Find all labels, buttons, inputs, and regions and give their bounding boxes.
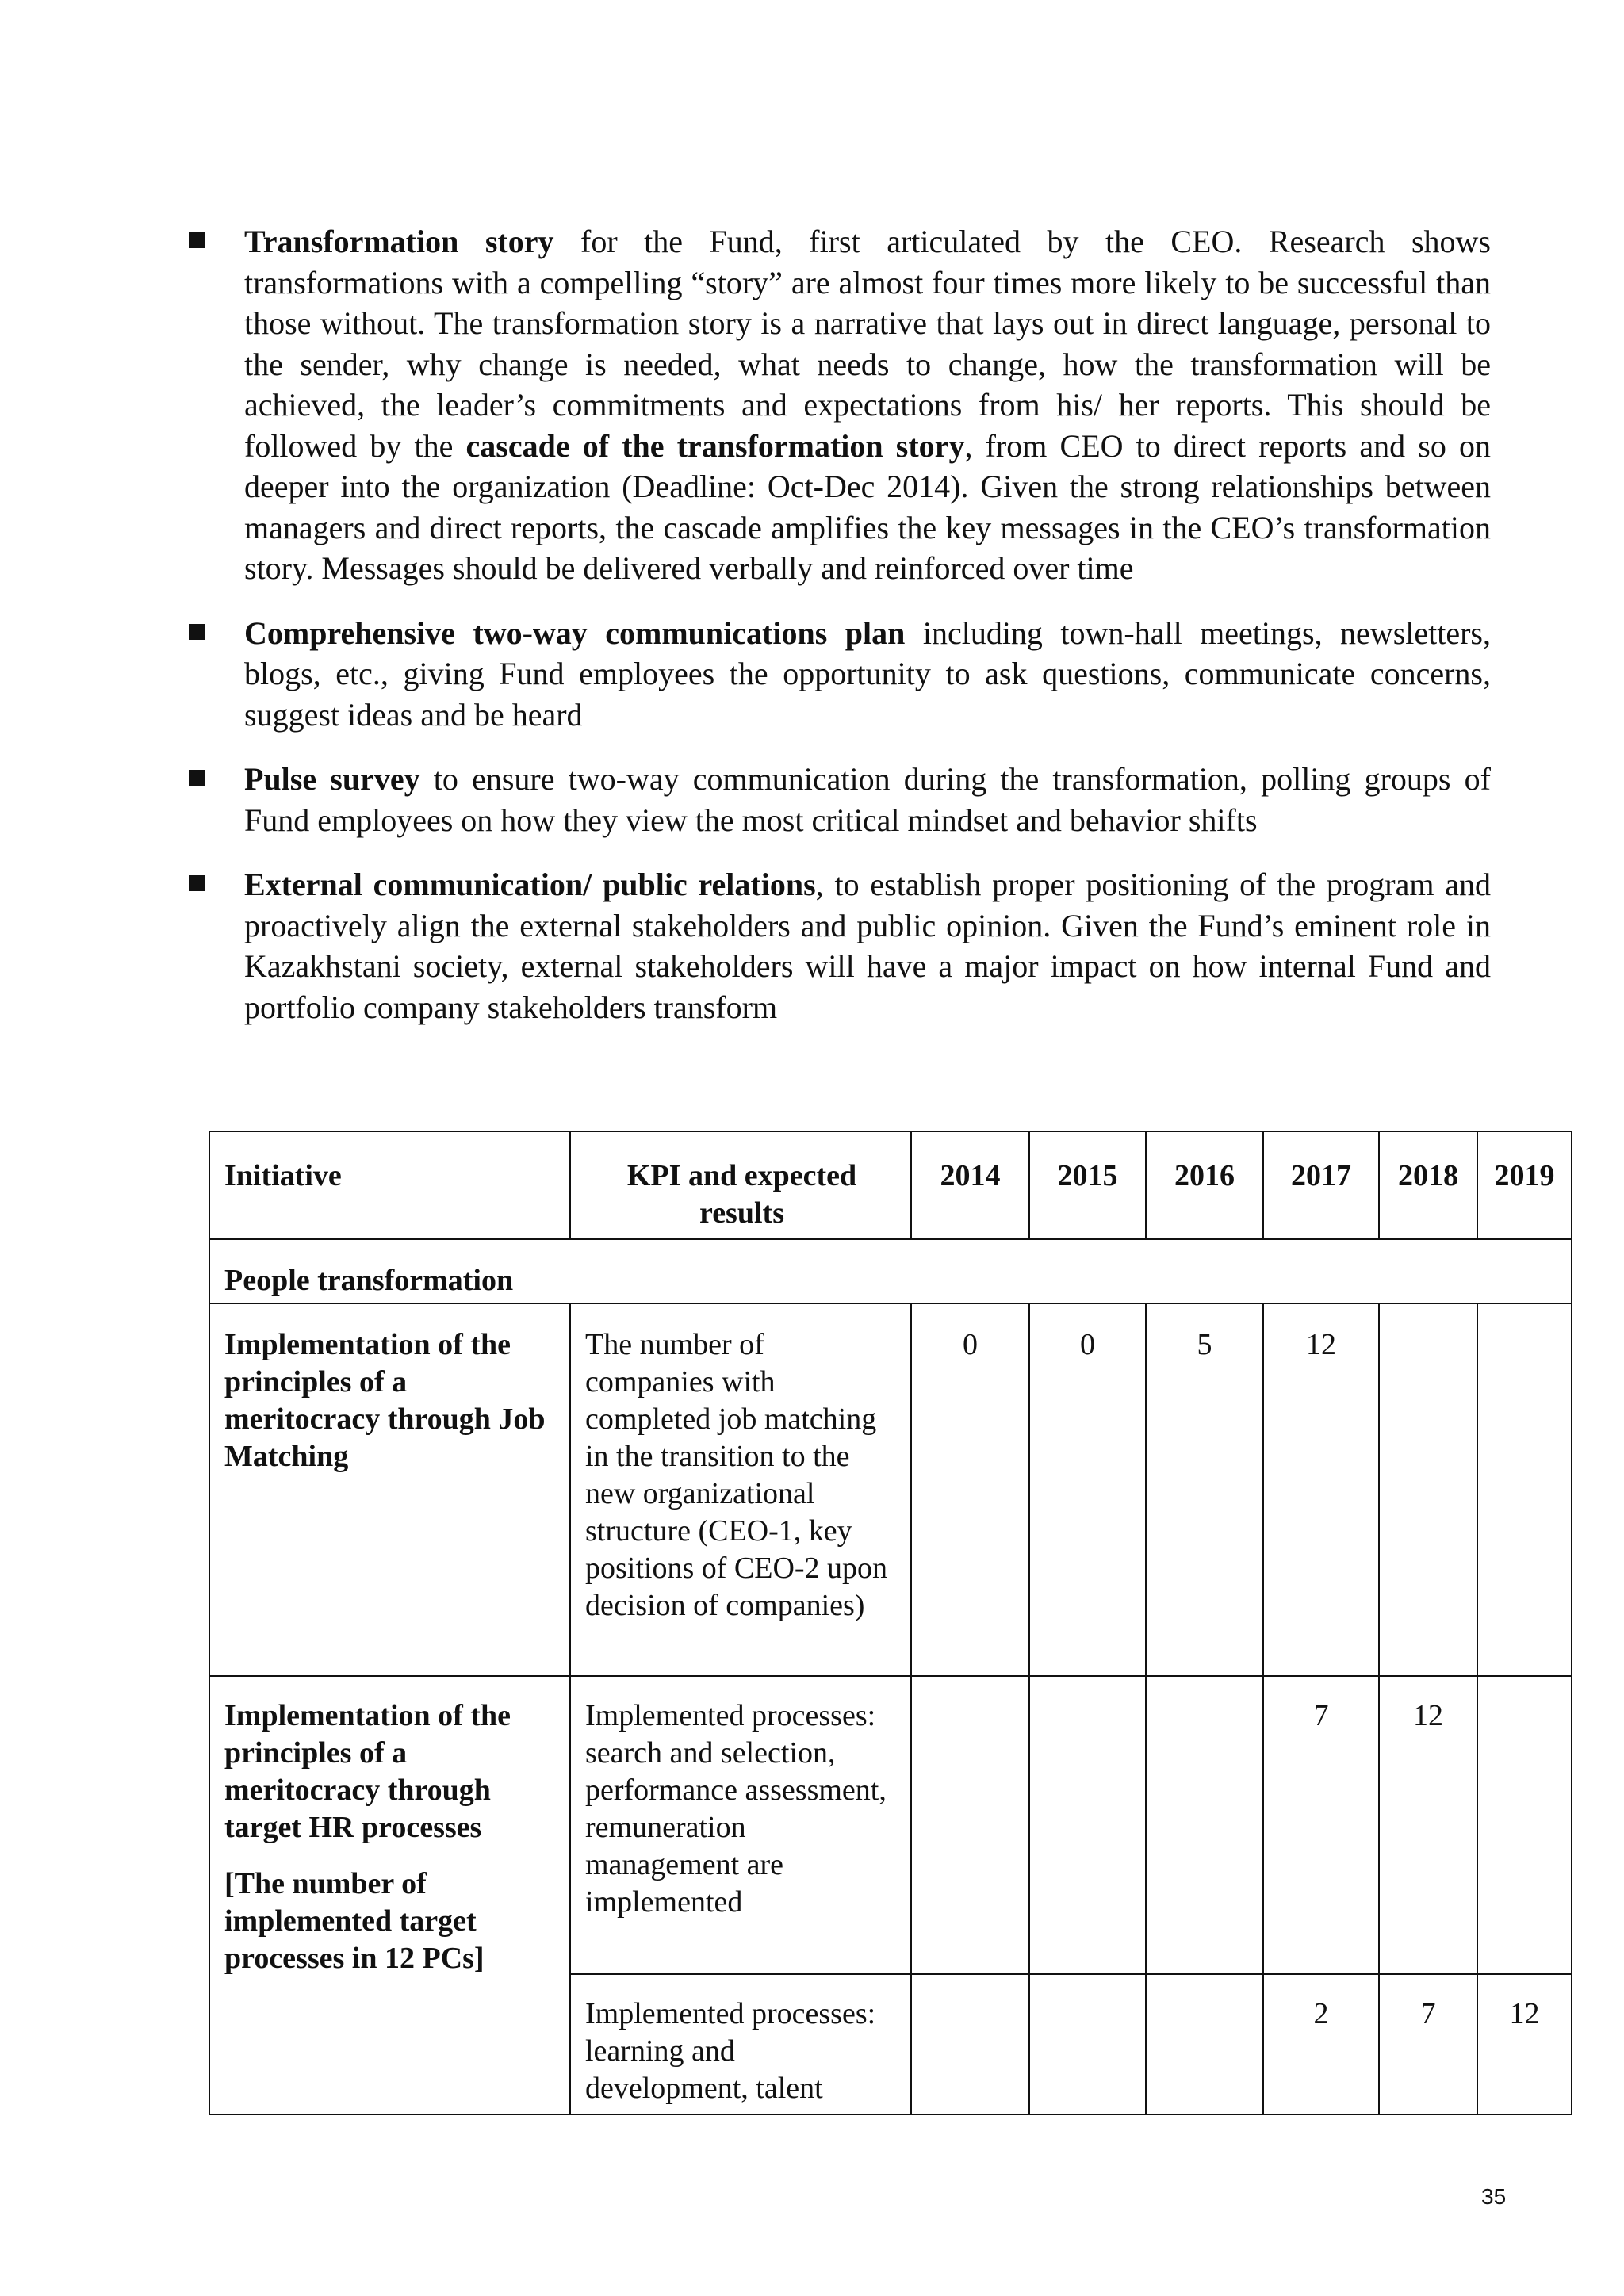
bullet-list <box>189 221 1491 1051</box>
bullet-item <box>189 759 1491 840</box>
table-section-row <box>209 1239 1572 1303</box>
header-year: 2016 <box>1146 1131 1263 1239</box>
value-cell: 0 <box>911 1303 1029 1676</box>
value-cell <box>1477 1303 1572 1676</box>
value-cell: 12 <box>1379 1676 1477 1974</box>
value-cell: 12 <box>1263 1303 1379 1676</box>
page-number: 35 <box>1481 2184 1507 2209</box>
table-header-row <box>209 1131 1572 1239</box>
square-bullet-icon <box>189 875 205 891</box>
header-year: 2015 <box>1029 1131 1146 1239</box>
header-kpi: KPI and expected results <box>570 1131 911 1239</box>
bullet-body: , from CEO to direct reports and so on deeper into the organization (Deadline: Oct-Dec 2014). Given the strong relationships between managers and direct reports, the cascade amplifies the key messages in the CEO’s transformation story. Messages should be delivered verbally and reinforced over time <box>244 427 1491 586</box>
value-cell: 2 <box>1263 1974 1379 2114</box>
header-initiative: Initiative <box>209 1131 570 1239</box>
bullet-paragraph <box>244 759 1491 840</box>
initiative-title: Implementation of the principles of a meritocracy through target HR processes <box>224 1699 511 1844</box>
section-title: People transformation <box>209 1239 1572 1303</box>
initiative-cell: Implementation of the principles of a meritocracy through Job Matching <box>209 1303 570 1676</box>
bullet-item <box>189 613 1491 736</box>
bullet-emphasis: cascade of the transformation story <box>465 427 965 464</box>
initiative-cell <box>209 1676 570 2114</box>
kpi-table <box>209 1131 1572 2115</box>
bullet-body: , to establish proper positioning of the program and proactively align the external stakeholders and public opinion. Given the Fund’s eminent role in Kazakhstani society, external stakeholders will have a major impact on how internal Fund and portfolio company stakeholders transform <box>244 867 1491 1025</box>
kpi-cell: Implemented processes: learning and development, talent <box>570 1974 911 2114</box>
bullet-lead: Pulse survey <box>244 761 420 797</box>
initiative-note: [The number of implemented target processes in 12 PCs] <box>224 1867 485 1975</box>
value-cell <box>1477 1676 1572 1974</box>
square-bullet-icon <box>189 624 205 640</box>
bullet-lead: Transformation story <box>244 224 554 259</box>
header-year: 2014 <box>911 1131 1029 1239</box>
value-cell: 7 <box>1379 1974 1477 2114</box>
bullet-paragraph <box>244 864 1491 1027</box>
header-year: 2019 <box>1477 1131 1572 1239</box>
bullet-paragraph <box>244 221 1491 589</box>
header-year: 2017 <box>1263 1131 1379 1239</box>
bullet-item <box>189 864 1491 1027</box>
header-year: 2018 <box>1379 1131 1477 1239</box>
value-cell: 12 <box>1477 1974 1572 2114</box>
value-cell: 5 <box>1146 1303 1263 1676</box>
value-cell <box>1379 1303 1477 1676</box>
value-cell <box>1146 1676 1263 1974</box>
value-cell <box>911 1676 1029 1974</box>
bullet-lead: External communication/ public relations <box>244 867 816 902</box>
square-bullet-icon <box>189 232 205 248</box>
bullet-body: including town-hall meetings, newsletters, blogs, etc., giving Fund employees the opportunity to ask questions, communicate concerns, suggest ideas and be heard <box>244 614 1492 733</box>
bullet-paragraph <box>244 613 1491 736</box>
kpi-cell: Implemented processes: search and selection, performance assessment, remuneration management are implemented <box>570 1676 911 1974</box>
bullet-body: for the Fund, first articulated by the CEO. Research shows transformations with a compelling “story” are almost four times more likely to be successful than those without. The transformation story is a narrative that lays out in direct language, personal to the sender, why change is needed, what needs to change, how the transformation will be achieved, the leader’s commitments and expectations from his/ her reports. This should be followed by the <box>244 224 1491 464</box>
kpi-cell: The number of companies with completed job matching in the transition to the new organizational structure (CEO-1, key positions of CEO-2 upon decision of companies) <box>570 1303 911 1676</box>
value-cell <box>1029 1676 1146 1974</box>
bullet-item <box>189 221 1491 589</box>
table-row <box>209 1676 1572 1974</box>
value-cell: 7 <box>1263 1676 1379 1974</box>
table-row <box>209 1303 1572 1676</box>
value-cell <box>1146 1974 1263 2114</box>
bullet-lead: Comprehensive two-way communications plan <box>244 614 906 651</box>
value-cell <box>1029 1974 1146 2114</box>
value-cell: 0 <box>1029 1303 1146 1676</box>
bullet-body: to ensure two-way communication during the transformation, polling groups of Fund employees on how they view the most critical mindset and behavior shifts <box>244 761 1491 838</box>
square-bullet-icon <box>189 770 205 786</box>
value-cell <box>911 1974 1029 2114</box>
